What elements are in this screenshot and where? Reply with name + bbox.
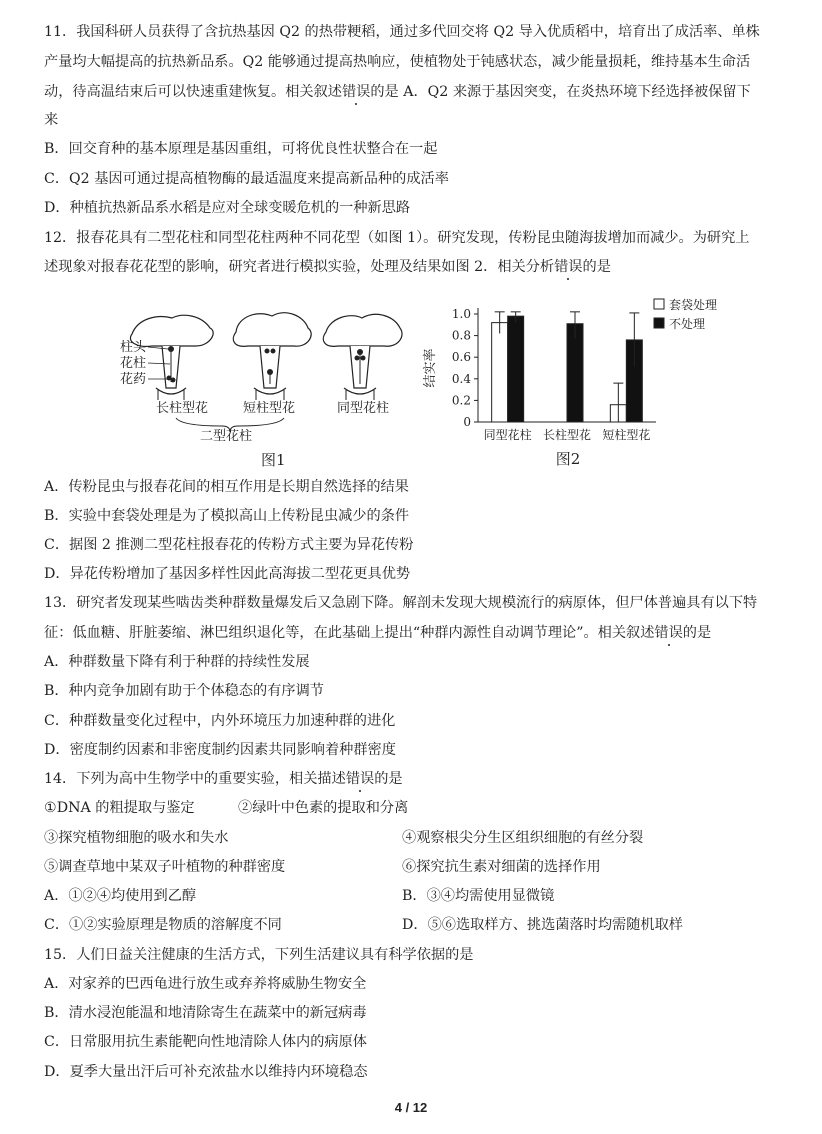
flower-label-long: 长柱型花 — [156, 401, 209, 416]
legend-swatch — [654, 299, 664, 309]
q11-option-c: C．Q2 基因可通过提高植物酶的最适温度来提高新品种的成活率 — [44, 171, 449, 187]
q12-line-2-pre: 述现象对报春花花型的影响，研究者进行模拟实验，处理及结果如图 2．相关分析 — [44, 259, 555, 275]
emphasis-error-word: 错误 — [341, 84, 371, 100]
y-tick-label: 0.6 — [451, 350, 471, 365]
short-style-flower-drawing — [233, 313, 311, 400]
experiment-6: ⑥探究抗生素对细菌的选择作用 — [402, 859, 601, 875]
q14-option-d: D．⑤⑥选取样方、挑选菌落时均需随机取样 — [402, 917, 683, 933]
legend-swatch — [654, 318, 664, 328]
y-tick-label: 0 — [463, 415, 471, 429]
figure-2-caption: 图2 — [555, 450, 581, 468]
q11-line-3-post: 的是 A．Q2 来源于基因突变，在炎热环境下经选择被保留下 — [370, 84, 751, 100]
figure-1-caption: 图1 — [261, 451, 286, 469]
homostyle-flower-drawing — [323, 314, 402, 400]
q15-line-1: 15．人们日益关注健康的生活方式，下列生活建议具有科学依据的是 — [44, 947, 474, 963]
experiment-4: ④观察根尖分生区组织细胞的有丝分裂 — [402, 830, 644, 846]
y-tick-label: 0.8 — [451, 328, 471, 343]
q13-option-c: C．种群数量变化过程中，内外环境压力加速种群的进化 — [44, 713, 396, 729]
q12-line-2 — [44, 257, 611, 277]
q11-line-1: 11．我国科研人员获得了含抗热基因 Q2 的热带粳稻，通过多代回交将 Q2 导入优质稻中，培育出了成活率、单株 — [44, 24, 760, 40]
flower-label-homo: 同型花柱 — [337, 401, 390, 416]
q11-option-b: B．回交育种的基本原理是基因重组，可将优良性状整合在一起 — [44, 141, 438, 157]
q12-line-1: 12．报春花具有二型花柱和同型花柱两种不同花型（如图 1）。研究发现，传粉昆虫随海拔增加而减少。为研究上 — [44, 230, 750, 246]
y-axis-label: 结实率 — [423, 348, 438, 388]
figure-2-bar-chart — [420, 290, 740, 472]
q13-option-d: D．密度制约因素和非密度制约因素共同影响着种群密度 — [44, 742, 396, 758]
q14-option-a: A．①②④均使用到乙醇 — [44, 888, 197, 904]
label-style: 花柱 — [120, 356, 147, 371]
q15-option-d: D．夏季大量出汗后可补充浓盐水以维持内环境稳态 — [44, 1064, 368, 1080]
q15-option-a: A．对家养的巴西龟进行放生或弃养将威胁生物安全 — [44, 976, 367, 992]
q11-line-3-pre: 动，待高温结束后可以快速重建恢复。相关叙述 — [44, 84, 342, 100]
q13-option-b: B．种内竞争加剧有助于个体稳态的有序调节 — [44, 683, 324, 699]
experiment-1: ①DNA 的粗提取与鉴定 — [44, 800, 195, 816]
emphasis-error-word: 错误 — [345, 771, 375, 787]
q11-line-4: 来 — [44, 112, 59, 128]
q14-line-1-post: 的是 — [374, 771, 403, 787]
x-tick-label: 长柱型花 — [542, 428, 592, 442]
q12-option-a: A．传粉昆虫与报春花间的相互作用是长期自然选择的结果 — [44, 479, 409, 495]
y-tick-label: 0.2 — [451, 393, 471, 408]
q11-option-d: D．种植抗热新品系水稻是应对全球变暖危机的一种新思路 — [44, 200, 411, 216]
q12-line-2-post: 的是 — [582, 259, 611, 275]
q14-line-1 — [44, 769, 403, 789]
page-number: 4 / 12 — [394, 1100, 428, 1115]
q15-option-c: C．日常服用抗生素能靶向性地清除人体内的病原体 — [44, 1034, 367, 1050]
emphasis-error-word: 错误 — [654, 625, 683, 641]
q11-line-3 — [44, 82, 751, 102]
q13-option-a: A．种群数量下降有利于种群的持续性发展 — [44, 654, 310, 670]
q13-line-2 — [44, 623, 711, 643]
q11-line-2: 产量均大幅提高的抗热新品系。Q2 能够通过提高热响应，使植物处于钝感状态，减少能量损耗，维持基本生命活 — [44, 54, 751, 70]
q13-line-2-post: 的是 — [682, 625, 712, 641]
x-tick-label: 同型花柱 — [483, 428, 532, 442]
q12-option-c: C．据图 2 推测二型花柱报春花的传粉方式主要为异花传粉 — [44, 537, 414, 553]
label-anther: 花药 — [120, 372, 147, 387]
legend-label: 不处理 — [669, 317, 706, 331]
q12-option-d: D．异花传粉增加了基因多样性因此高海拔二型花更具优势 — [44, 566, 411, 582]
group-label-distyly: 二型花柱 — [200, 429, 253, 444]
bar-untreated — [508, 316, 524, 422]
x-tick-label: 短柱型花 — [602, 428, 651, 442]
q13-line-2-pre: 征：低血糖、肝脏萎缩、淋巴组织退化等，在此基础上提出“种群内源性自动调节理论”。相关叙述 — [44, 625, 655, 641]
label-stigma: 柱头 — [120, 340, 147, 355]
experiment-3: ③探究植物细胞的吸水和失水 — [44, 830, 229, 846]
experiment-2: ②绿叶中色素的提取和分离 — [238, 800, 409, 816]
experiment-5: ⑤调查草地中某双子叶植物的种群密度 — [44, 859, 286, 875]
q14-line-1-pre: 14．下列为高中生物学中的重要实验，相关描述 — [44, 771, 346, 787]
q13-line-1: 13．研究者发现某些啮齿类种群数量爆发后又急剧下降。解剖未发现大规模流行的病原体，但尸体普遍具有以下特 — [44, 595, 758, 611]
q12-option-b: B．实验中套袋处理是为了模拟高山上传粉昆虫减少的条件 — [44, 508, 410, 524]
flower-label-short: 短柱型花 — [243, 401, 296, 416]
y-tick-label: 1.0 — [451, 307, 471, 321]
emphasis-error-word: 错误 — [554, 259, 583, 275]
figure-1-flower-diagram — [110, 302, 420, 472]
bar-bagged — [492, 323, 508, 422]
y-tick-label: 0.4 — [451, 371, 471, 386]
q14-option-b: B．③④均需使用显微镜 — [402, 888, 555, 904]
q14-option-c: C．①②实验原理是物质的溶解度不同 — [44, 917, 282, 933]
q15-option-b: B．清水浸泡能温和地清除寄生在蔬菜中的新冠病毒 — [44, 1005, 367, 1021]
legend-label: 套袋处理 — [669, 298, 718, 312]
